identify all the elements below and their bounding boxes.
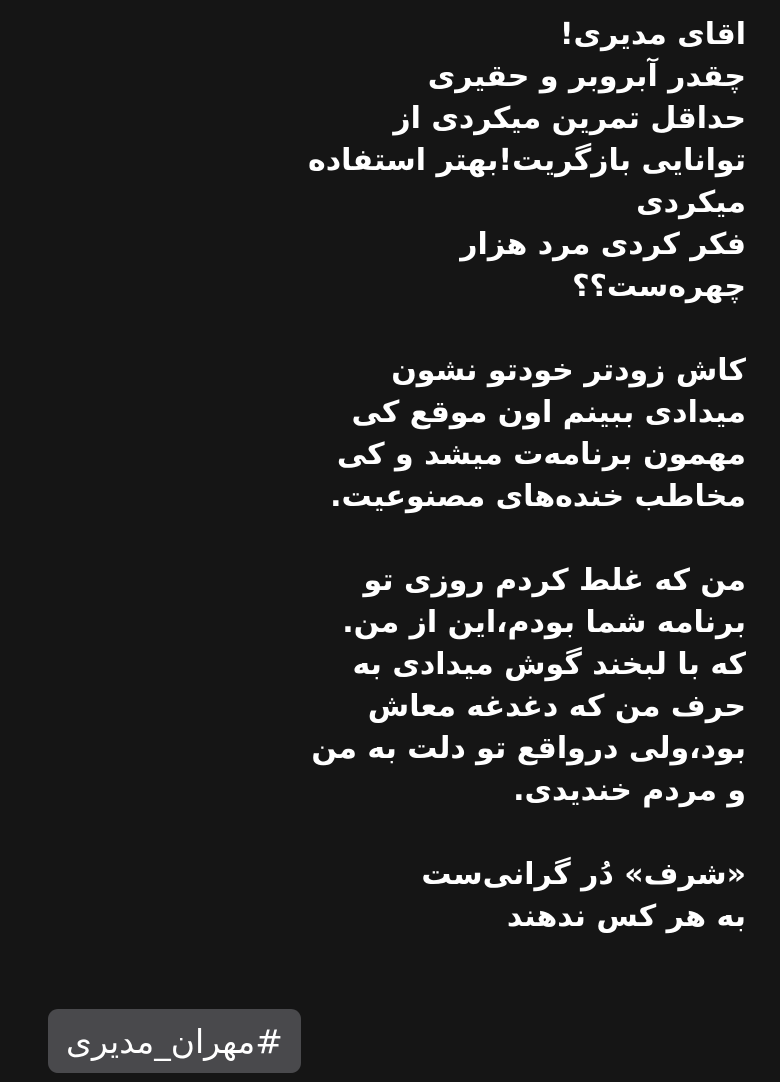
poem-line: فکر کردی مرد هزار <box>460 227 746 262</box>
stanza-2 <box>34 350 746 518</box>
poem-text <box>34 14 746 938</box>
poem-line: «شرف» دُر گرانی‌ست <box>421 857 746 892</box>
poem-line: و مردم خندیدی. <box>513 773 746 808</box>
poem-line: کاش زودتر خودتو نشون <box>391 353 746 388</box>
stanza-1 <box>34 14 746 308</box>
poem-line: توانایی بازگریت!بهتر استفاده <box>308 143 746 178</box>
poem-line: به هر کس ندهند <box>506 899 746 934</box>
stanza-4 <box>34 854 746 938</box>
poem-line: مخاطب خنده‌های مصنوعیت. <box>330 479 746 514</box>
hashtag-sticker[interactable] <box>48 1009 301 1073</box>
stanza-3 <box>34 560 746 812</box>
poem-line: چهره‌ست؟؟ <box>572 269 746 304</box>
poem-line: که با لبخند گوش میدادی به <box>352 647 746 682</box>
hashtag-label: #مهران_مدیری <box>66 1021 283 1061</box>
poem-line: میدادی ببینم اون موقع کی <box>351 395 746 430</box>
poem-line: میکردی <box>636 185 746 220</box>
poem-line: بود،ولی درواقع تو دلت به من <box>311 731 746 766</box>
poem-line: مهمون برنامه‌ت میشد و کی <box>336 437 746 472</box>
poem-line: من که غلط کردم روزی تو <box>363 563 746 598</box>
poem-line: حداقل تمرین میکردی از <box>393 101 746 136</box>
poem-line: برنامه شما بودم،این از من. <box>342 605 746 640</box>
poem-line: چقدر آبروبر و حقیری <box>427 59 746 94</box>
poem-line: حرف من که دغدغه معاش <box>367 689 746 724</box>
poem-line: اقای مدیری! <box>559 17 746 52</box>
